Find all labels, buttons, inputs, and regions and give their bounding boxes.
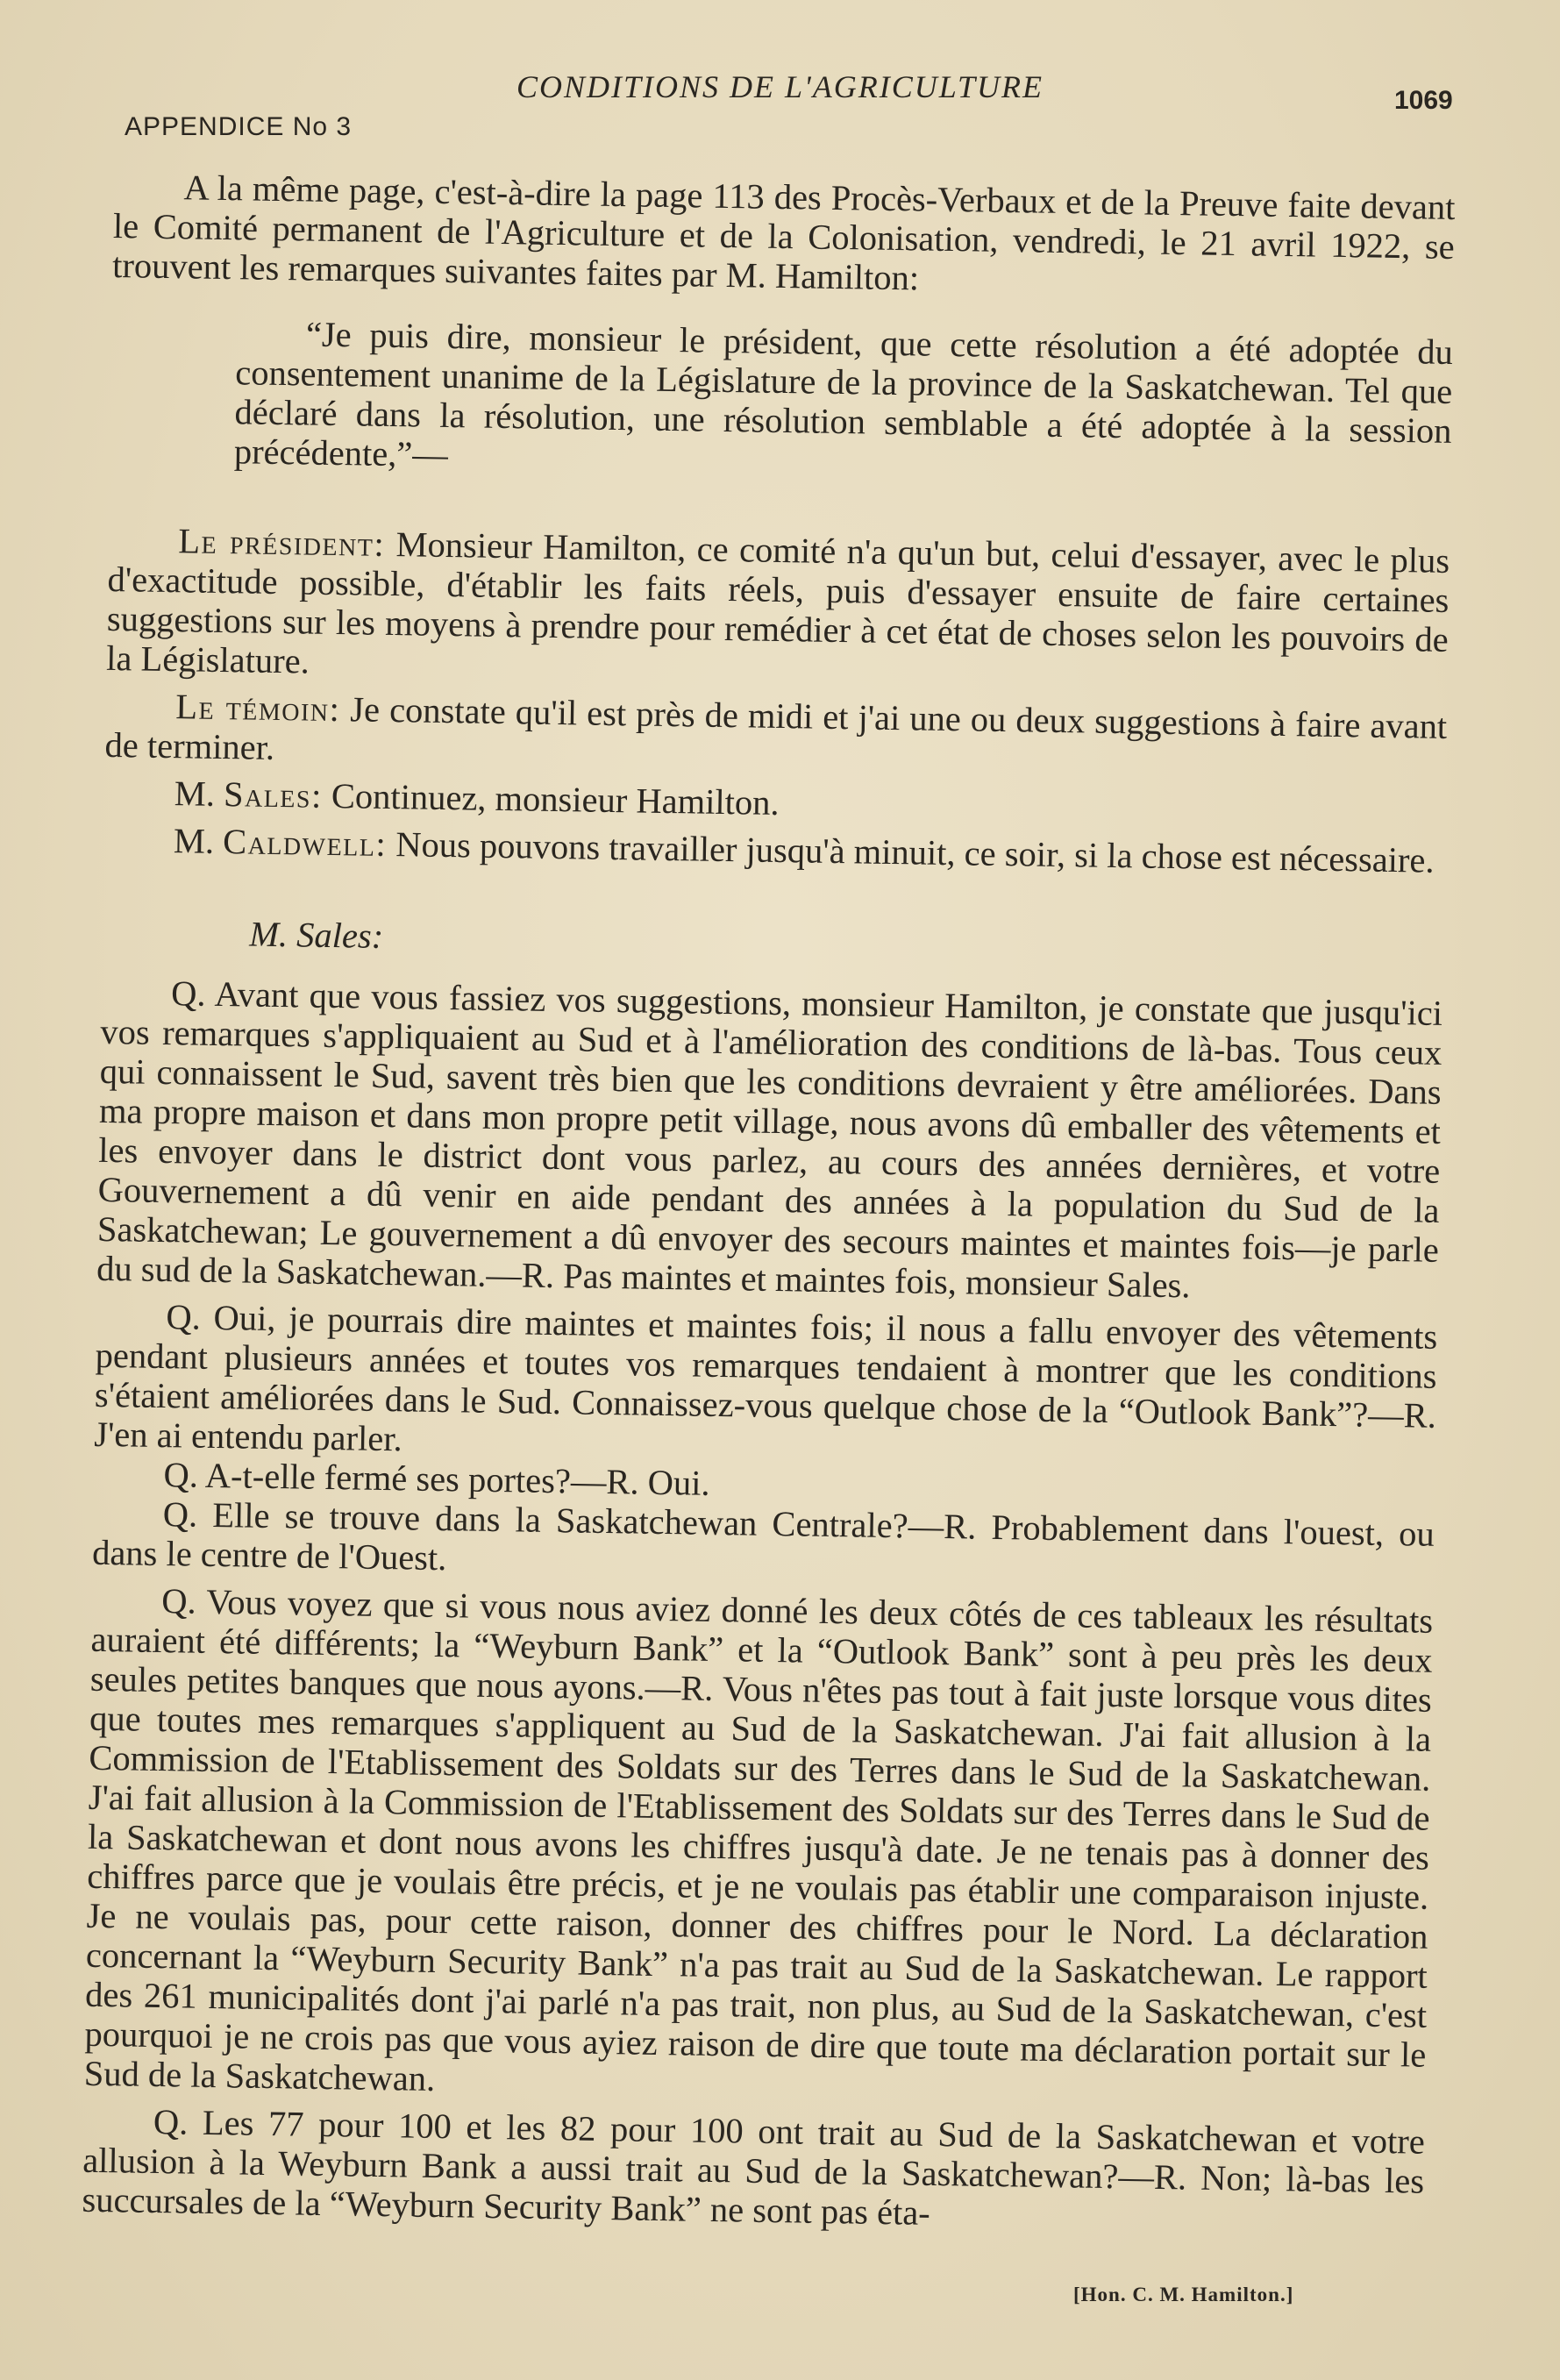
document-body (82, 167, 1456, 2241)
speaker-label: Le président: (177, 521, 386, 564)
speaker-label: Sales: (223, 774, 324, 816)
president-remark (106, 520, 1450, 699)
question-paragraph: Q. Oui, je pourrais dire maintes et maintes fois; il nous a fallu envoyer des vêtements pendant plusieurs années et toutes vos remarques tendaient à montrer que les conditions s'étaient améliorées dans le Sud. Connaissez-vous quelque chose de la “Outlook Bank”?—R. J'en ai entendu parler. (93, 1297, 1438, 1459)
running-title: CONDITIONS DE L'AGRICULTURE (516, 69, 1044, 104)
speaker-prefix: M. (173, 821, 224, 862)
remark-text: Continuez, monsieur Hamilton. (322, 775, 780, 823)
examiner-heading: M. Sales: (248, 914, 384, 956)
speaker-signature: [Hon. C. M. Hamilton.] (1073, 2284, 1294, 2305)
block-quote (110, 311, 1454, 490)
question-paragraph: Q. Les 77 pour 100 et les 82 pour 100 ont trait au Sud de la Saskatchewan et votre allusion à la Weyburn Bank a aussi trait au Sud de la Saskatchewan?—R. Non; là-bas les succursales de la “Weyburn Security Bank” ne sont pas éta- (82, 2101, 1426, 2233)
question-paragraph: Q. Avant que vous fassiez vos suggestions, monsieur Hamilton, je constate que jusqu'ici vos remarques s'appliquaient au Sud et à l'amélioration des conditions de là-bas. Tous ceux qui connaissent le Sud, savent très bien que les conditions devraient y être améliorées. Dans ma propre maison et dans mon propre petit village, nous avons dû emballer des vêtements et les envoyer dans le district dont vous parlez, au cours des années dernières, et votre Gouvernement a dû venir en aide pendant des années à la population du Sud de la Saskatchewan; Le gouvernement a dû envoyer des secours maintes et maintes fois—je parle du sud de la Saskatchewan.—R. Pas maintes et maintes fois, monsieur Sales. (96, 973, 1443, 1306)
question-paragraph: Q. Elle se trouve dans la Saskatchewan Centrale?—R. Probablement dans l'ouest, ou dans le centre de l'Ouest. (91, 1494, 1435, 1578)
speaker-label: Caldwell: (222, 822, 388, 864)
remark-text: Je constate qu'il est près de midi et j'ai une ou deux suggestions à faire avant de terminer. (104, 689, 1448, 767)
speaker-prefix: M. (174, 773, 224, 815)
intro-paragraph: A la même page, c'est-à-dire la page 113 des Procès-Verbaux et de la Preuve faite devant le Comité permanent de l'Agriculture et de la Colonisation, vendredi, le 21 avril 1922, se trouvent les remarques suivantes faites par M. Hamilton: (111, 167, 1456, 298)
remark-text: Nous pouvons travailler jusqu'à minuit, ce soir, si la chose est nécessaire. (386, 823, 1435, 880)
speaker-label: Le témoin: (175, 687, 341, 730)
appendix-label: APPENDICE No 3 (125, 112, 353, 141)
quoted-remark: “Je puis dire, monsieur le président, que cette résolution a été adoptée du consentement unanime de la Législature de la province de la Saskatchewan. Tel que déclaré dans la résolution, une résolution semblable a été adoptée à la session précédente,”— (233, 314, 1454, 475)
question-paragraph: Q. Vous voyez que si vous nous aviez donné les deux côtés de ces tableaux les résultats auraient été différents; la “Weyburn Bank” et la “Outlook Bank” sont à peu près les deux seules petites banques que nous ayons.—R. Vous n'êtes pas tout à fait juste lorsque vous dites que toutes mes remarques s'appliquent au Sud de la Saskatchewan. J'ai fait allusion à la Commission de l'Etablissement des Soldats sur des Terres dans le Sud de la Saskatchewan. J'ai fait allusion à la Commission de l'Etablissement des Soldats sur des Terres dans le Sud de la Saskatchewan et dont nous avons les chiffres jusqu'à date. Je ne tenais pas à donner des chiffres parce que je voulais être précis, et je ne voulais pas établir une comparaison injuste. Je ne voulais pas, pour cette raison, donner des chiffres pour le Nord. La déclaration concernant la “Weyburn Security Bank” n'a pas trait au Sud de la Saskatchewan. Le rapport des 261 municipalités dont j'ai parlé n'a pas trait, non plus, au Sud de la Saskatchewan, c'est pourquoi je ne crois pas que vous ayiez raison de dire que toute ma déclaration portait sur le Sud de la Saskatchewan. (83, 1581, 1434, 2099)
remark-text: Monsieur Hamilton, ce comité n'a qu'un but, celui d'essayer, avec le plus d'exactitude possible, d'établir les faits réels, puis d'essayer ensuite de faire certaines suggestions sur les moyens à prendre pour remédier à cet état de choses selon les pouvoirs de la Législature. (105, 524, 1450, 681)
page-number: 1069 (1394, 86, 1453, 115)
question-paragraph: Q. A-t-elle fermé ses portes?—R. Oui. (163, 1455, 710, 1503)
witness-remark (104, 686, 1447, 786)
